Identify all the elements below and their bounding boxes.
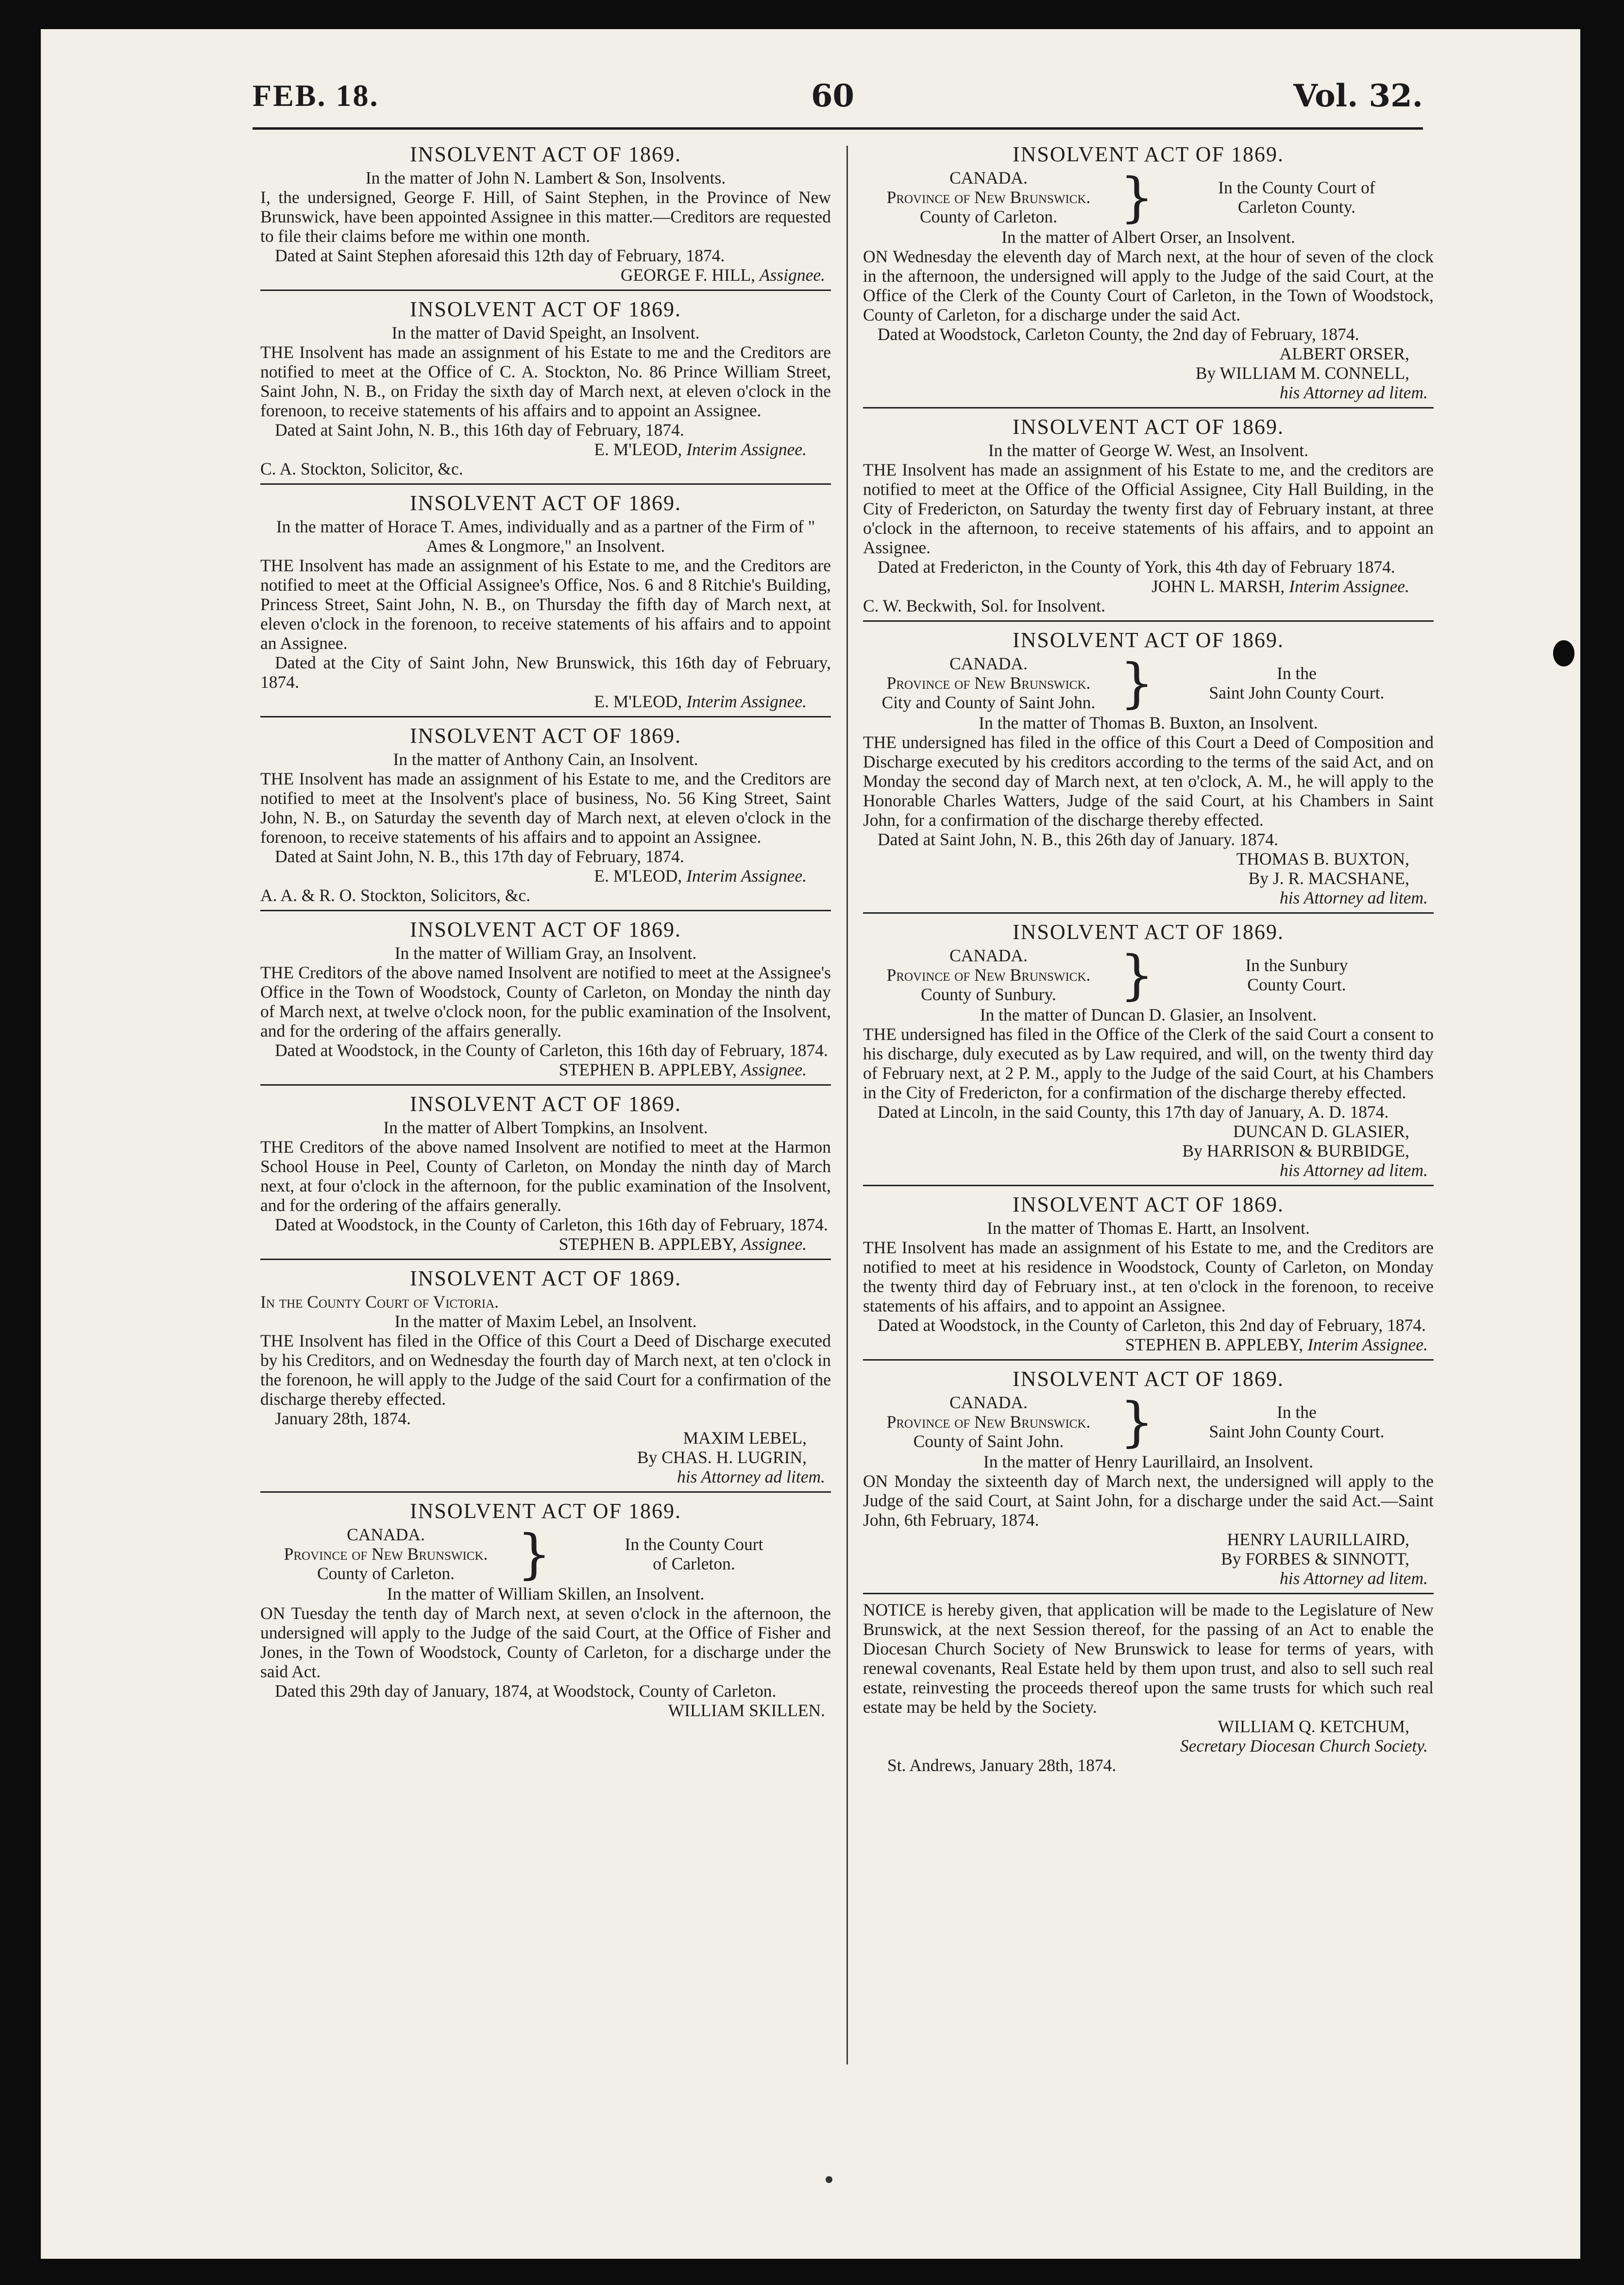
- notice-attorney: his Attorney ad litem.: [1279, 1160, 1428, 1180]
- signer-name: DUNCAN D. GLASIER,: [1233, 1122, 1409, 1141]
- notice-diocesan-society: [863, 1600, 1434, 1775]
- notice-signature: [260, 265, 831, 285]
- signer-role: Secretary Diocesan Church Society.: [1180, 1736, 1428, 1756]
- notice-matter: In the matter of William Skillen, an Insolvent.: [387, 1584, 705, 1603]
- notice-matter: In the matter of Horace T. Ames, individually and as a partner of the Firm of " Ames & Longmore," an Insolvent.: [276, 517, 815, 556]
- signer-role: Assignee.: [741, 1234, 807, 1254]
- notice-dated: Dated at Saint John, N. B., this 16th day of February, 1874.: [275, 420, 684, 440]
- court-province: Province of New Brunswick.: [886, 1412, 1091, 1432]
- notice-dated: Dated at Saint Stephen aforesaid this 12th day of February, 1874.: [275, 246, 725, 265]
- notice-title: INSOLVENT ACT OF 1869.: [409, 1092, 682, 1116]
- notice-body: ON Monday the sixteenth day of March next, the undersigned will apply to the Judge of the said Court, at Saint John, for a discharge under the said Act.—Saint John, 6th February, 1874.: [863, 1471, 1434, 1530]
- court-heading: [863, 1393, 1434, 1451]
- notice-body: ON Wednesday the eleventh day of March next, at the hour of seven of the clock in the afternoon, the undersigned will apply to the Judge of the said Court, at the Office of the Clerk of the County Court of Carleton, in the Town of Woodstock, County of Carleton, for a discharge under the said Act.: [863, 247, 1434, 324]
- notice-signature: [863, 577, 1434, 596]
- signer-role: Interim Assignee.: [1289, 577, 1409, 596]
- court-country: CANADA.: [949, 168, 1028, 188]
- signer-name: E. M'LEOD,: [594, 440, 682, 459]
- court-province: Province of New Brunswick.: [886, 188, 1091, 207]
- court-jurisdiction: [863, 654, 1114, 712]
- signer-name: MAXIM LEBEL,: [683, 1428, 807, 1448]
- court-country: CANADA.: [949, 946, 1028, 965]
- court-name: [557, 1535, 831, 1573]
- court-name-line: In the Sunbury: [1245, 955, 1348, 975]
- notice-dated: Dated at Woodstock, in the County of Carleton, this 16th day of February, 1874.: [275, 1215, 828, 1234]
- right-column: [863, 141, 1434, 1775]
- notice-signature: [260, 692, 831, 711]
- notice-laurillaird: [863, 1366, 1434, 1588]
- signer-role: Assignee.: [741, 1060, 807, 1079]
- brace-glyph: }: [517, 1523, 551, 1585]
- notice-dated: January 28th, 1874.: [275, 1409, 411, 1428]
- notice-attorney: his Attorney ad litem.: [1279, 1569, 1428, 1588]
- page-header: [253, 68, 1423, 126]
- court-name-line: Saint John County Court.: [1209, 683, 1385, 702]
- notice-title: INSOLVENT ACT OF 1869.: [409, 724, 682, 748]
- court-name-line: of Carleton.: [653, 1554, 735, 1573]
- notice-body: THE Insolvent has filed in the Office of this Court a Deed of Discharge executed by his Creditors, and on Wednesday the fourth day of March next, at ten o'clock in the forenoon, he will apply to the Judge of the said Court for a confirmation of the discharge thereby effected.: [260, 1331, 831, 1409]
- signer-role: Interim Assignee.: [1307, 1335, 1428, 1354]
- notice-tompkins: [260, 1091, 831, 1254]
- signer-name: JOHN L. MARSH,: [1151, 577, 1285, 596]
- notice-west: [863, 414, 1434, 615]
- court-heading: [863, 946, 1434, 1004]
- notice-speight: [260, 297, 831, 478]
- signer-name: WILLIAM SKILLEN.: [668, 1701, 825, 1720]
- ink-speck: [826, 2176, 832, 2183]
- notice-title: INSOLVENT ACT OF 1869.: [409, 1499, 682, 1523]
- notice-signature: [260, 866, 831, 886]
- notice-signature: [863, 1335, 1434, 1354]
- court-name-line: County Court.: [1247, 975, 1346, 994]
- notice-skillen: [260, 1499, 831, 1720]
- signer-role: Interim Assignee.: [686, 866, 807, 886]
- notice-title: INSOLVENT ACT OF 1869.: [409, 1266, 682, 1290]
- court-county: County of Carleton.: [317, 1564, 455, 1583]
- court-province: Province of New Brunswick.: [886, 673, 1091, 693]
- court-jurisdiction: [863, 168, 1114, 226]
- notice-divider: [863, 912, 1434, 914]
- court-name: [1160, 664, 1434, 702]
- notice-divider: [863, 620, 1434, 622]
- notice-divider: [260, 1491, 831, 1493]
- signer-role: Interim Assignee.: [686, 692, 807, 711]
- notice-matter: In the matter of Duncan D. Glasier, an Insolvent.: [980, 1005, 1317, 1024]
- notice-divider: [863, 1185, 1434, 1186]
- brace-glyph: }: [1120, 166, 1154, 228]
- notice-attorney: his Attorney ad litem.: [1279, 888, 1428, 907]
- notice-body: NOTICE is hereby given, that application will be made to the Legislature of New Brunswick, at the next Session thereof, for the passing of an Act to enable the Diocesan Church Society of New Brunswick to lease for terms of years, with renewal covenants, Real Estate held by them upon trust, and also to sell such real estate, reinvesting the proceeds thereof upon the same trusts for which such real estate may be held by the Society.: [863, 1600, 1434, 1717]
- notice-title: INSOLVENT ACT OF 1869.: [409, 142, 682, 166]
- notice-body: I, the undersigned, George F. Hill, of Saint Stephen, in the Province of New Brunswick, have been appointed Assignee in this matter.—Creditors are requested to file their claims before me within one month.: [260, 188, 831, 246]
- signer-role: Interim Assignee.: [686, 440, 807, 459]
- signer-name: STEPHEN B. APPLEBY,: [558, 1234, 737, 1254]
- notice-signature: [260, 1234, 831, 1254]
- signer-name: ALBERT ORSER,: [1279, 344, 1409, 363]
- signer-name: THOMAS B. BUXTON,: [1236, 849, 1409, 869]
- signer-name: STEPHEN B. APPLEBY,: [1125, 1335, 1303, 1354]
- court-name: [1160, 1402, 1434, 1441]
- notice-body: THE Creditors of the above named Insolvent are notified to meet at the Harmon School House in Peel, County of Carleton, on Monday the ninth day of March next, at four o'clock in the afternoon, for the public examination of the Insolvent, and for the ordering of the affairs generally.: [260, 1137, 831, 1215]
- notice-matter: In the matter of John N. Lambert & Son, Insolvents.: [365, 168, 726, 188]
- court-heading: [260, 1525, 831, 1583]
- notice-body: THE undersigned has filed in the office of this Court a Deed of Composition and Discharge executed by his creditors according to the terms of the said Act, and on Monday the second day of March next, at ten o'clock, A. M., he will apply to the Honorable Charles Watters, Judge of the said Court, at his Chambers in Saint John, for a confirmation of the discharge thereby effected.: [863, 733, 1434, 830]
- notice-buxton: [863, 628, 1434, 907]
- notice-by-line: By HARRISON & BURBIDGE,: [1182, 1141, 1409, 1160]
- court-heading: [863, 654, 1434, 712]
- notice-matter: In the matter of Albert Tompkins, an Insolvent.: [383, 1118, 708, 1137]
- brace-glyph: }: [1120, 1391, 1154, 1453]
- signer-role: Assignee.: [759, 265, 825, 285]
- court-county: City and County of Saint John.: [881, 693, 1096, 712]
- notice-title: INSOLVENT ACT OF 1869.: [409, 918, 682, 941]
- notice-dated: Dated this 29th day of January, 1874, at Woodstock, County of Carleton.: [275, 1681, 777, 1701]
- notice-title: INSOLVENT ACT OF 1869.: [1012, 142, 1285, 166]
- notice-title: INSOLVENT ACT OF 1869.: [409, 491, 682, 515]
- notice-lebel: [260, 1266, 831, 1486]
- notice-title: INSOLVENT ACT OF 1869.: [409, 297, 682, 321]
- notice-court-line: In the County Court of Victoria.: [260, 1292, 499, 1312]
- signer-name: E. M'LEOD,: [594, 866, 682, 886]
- signer-name: STEPHEN B. APPLEBY,: [558, 1060, 737, 1079]
- notice-by-line: By WILLIAM M. CONNELL,: [1195, 363, 1409, 383]
- header-rule: [253, 127, 1423, 130]
- notice-signature: [260, 440, 831, 459]
- left-column: [260, 141, 831, 1720]
- notice-dated: Dated at the City of Saint John, New Brunswick, this 16th day of February, 1874.: [260, 653, 831, 692]
- notice-divider: [260, 1084, 831, 1086]
- signer-name: WILLIAM Q. KETCHUM,: [1218, 1717, 1409, 1736]
- notice-orser: [863, 142, 1434, 402]
- notice-signature: [260, 1060, 831, 1079]
- notice-title: INSOLVENT ACT OF 1869.: [1012, 628, 1285, 652]
- brace-glyph: }: [1120, 652, 1154, 714]
- notice-divider: [260, 290, 831, 291]
- notice-body: THE Insolvent has made an assignment of his Estate to me, and the creditors are notified to meet at the Office of the Official Assignee, City Hall Building, in the City of Fredericton, on Saturday the twenty first day of February instant, at three o'clock in the afternoon, to receive statements of his affairs, and to appoint an Assignee.: [863, 460, 1434, 557]
- court-name-line: Saint John County Court.: [1209, 1422, 1385, 1441]
- court-province: Province of New Brunswick.: [886, 965, 1091, 985]
- notice-ames: [260, 491, 831, 711]
- page-number: 60: [811, 78, 855, 114]
- notice-divider: [260, 910, 831, 911]
- notice-dated: Dated at Lincoln, in the said County, this 17th day of January, A. D. 1874.: [878, 1102, 1389, 1122]
- notice-dated: Dated at Saint John, N. B., this 26th day of January. 1874.: [878, 830, 1278, 849]
- notice-matter: In the matter of Thomas E. Hartt, an Insolvent.: [987, 1218, 1310, 1238]
- notice-lambert: [260, 142, 831, 285]
- court-name-line: In the County Court of: [1218, 178, 1375, 197]
- court-heading: [863, 168, 1434, 226]
- brace-glyph: }: [1120, 944, 1154, 1006]
- notice-gray: [260, 917, 831, 1079]
- notice-body: THE Insolvent has made an assignment of his Estate to me, and the Creditors are notified to meet at his residence in Woodstock, County of Carleton, on Monday the twenty third day of February inst., at ten o'clock in the forenoon, to receive statements of his affairs, and to appoint an Assignee.: [863, 1238, 1434, 1315]
- notice-matter: In the matter of David Speight, an Insolvent.: [391, 323, 700, 342]
- notice-dated: St. Andrews, January 28th, 1874.: [887, 1756, 1116, 1775]
- notice-by-line: By CHAS. H. LUGRIN,: [637, 1448, 807, 1467]
- notice-matter: In the matter of Henry Laurillaird, an Insolvent.: [983, 1452, 1314, 1471]
- court-country: CANADA.: [949, 1393, 1028, 1412]
- notice-glasier: [863, 920, 1434, 1180]
- notice-body: THE undersigned has filed in the Office of the Clerk of the said Court a consent to his discharge, duly executed as by Law required, and will, on the twenty third day of February next, at 2 P. M., apply to the Judge of the said Court, at his Chambers in the City of Fredericton, for a confirmation of the discharge thereby effected.: [863, 1024, 1434, 1102]
- notice-cain: [260, 723, 831, 905]
- notice-attorney: his Attorney ad litem.: [677, 1467, 825, 1486]
- court-name-line: Carleton County.: [1237, 197, 1356, 217]
- court-name-line: In the: [1277, 664, 1317, 683]
- notice-by-line: By FORBES & SINNOTT,: [1221, 1549, 1409, 1569]
- notice-solicitor: C. A. Stockton, Solicitor, &c.: [260, 459, 463, 478]
- notice-body: THE Insolvent has made an assignment of his Estate to me and the Creditors are notified to meet at the Office of C. A. Stockton, No. 86 Prince William Street, Saint John, N. B., on Friday the sixth day of March next, at eleven o'clock in the forenoon, to receive statements of his affairs and to appoint an Assignee.: [260, 342, 831, 420]
- court-province: Province of New Brunswick.: [284, 1544, 488, 1564]
- notice-matter: In the matter of Maxim Lebel, an Insolvent.: [394, 1312, 697, 1331]
- court-country: CANADA.: [347, 1525, 425, 1544]
- notice-matter: In the matter of Thomas B. Buxton, an Insolvent.: [979, 713, 1318, 733]
- notice-hartt: [863, 1192, 1434, 1354]
- notice-dated: Dated at Fredericton, in the County of York, this 4th day of February 1874.: [878, 557, 1395, 577]
- signer-name: GEORGE F. HILL,: [620, 265, 756, 285]
- court-county: County of Saint John.: [913, 1432, 1064, 1451]
- notice-title: INSOLVENT ACT OF 1869.: [1012, 920, 1285, 944]
- notice-dated: Dated at Saint John, N. B., this 17th day of February, 1874.: [275, 847, 684, 866]
- notice-title: INSOLVENT ACT OF 1869.: [1012, 1193, 1285, 1216]
- notice-dated: Dated at Woodstock, in the County of Carleton, this 2nd day of February, 1874.: [878, 1315, 1426, 1335]
- notice-divider: [260, 716, 831, 717]
- notice-body: THE Insolvent has made an assignment of his Estate to me, and the Creditors are notified to meet at the Insolvent's place of business, No. 56 King Street, Saint John, N. B., on Saturday the seventh day of March next, at eleven o'clock in the forenoon, to receive statements of his affairs and to appoint an Assignee.: [260, 769, 831, 847]
- court-country: CANADA.: [949, 654, 1028, 673]
- binding-hole: [1553, 640, 1574, 666]
- court-county: County of Carleton.: [920, 207, 1057, 226]
- column-divider: [846, 146, 848, 2064]
- signer-name: E. M'LEOD,: [594, 692, 682, 711]
- notice-divider: [863, 1359, 1434, 1361]
- notice-divider: [863, 1593, 1434, 1594]
- issue-date: FEB. 18.: [253, 78, 379, 113]
- notice-attorney: his Attorney ad litem.: [1279, 383, 1428, 402]
- notice-dated: Dated at Woodstock, Carleton County, the 2nd day of February, 1874.: [878, 324, 1359, 344]
- notice-matter: In the matter of Albert Orser, an Insolvent.: [1001, 227, 1295, 247]
- notice-by-line: By J. R. MACSHANE,: [1248, 869, 1409, 888]
- notice-dated: Dated at Woodstock, in the County of Carleton, this 16th day of February, 1874.: [275, 1040, 828, 1060]
- court-name-line: In the County Court: [625, 1535, 763, 1554]
- court-jurisdiction: [260, 1525, 511, 1583]
- notice-body: ON Tuesday the tenth day of March next, at seven o'clock in the afternoon, the undersigned will apply to the Judge of the said Court, at the Office of Fisher and Jones, in the Town of Woodstock, County of Carleton, for a discharge under the said Act.: [260, 1603, 831, 1681]
- notice-matter: In the matter of George W. West, an Insolvent.: [988, 441, 1309, 460]
- notice-matter: In the matter of Anthony Cain, an Insolvent.: [393, 750, 698, 769]
- notice-body: THE Creditors of the above named Insolvent are notified to meet at the Assignee's Office in the Town of Woodstock, County of Carleton, on Monday the ninth day of March next, at twelve o'clock noon, for the public examination of the Insolvent, and for the ordering of the affairs generally.: [260, 963, 831, 1040]
- signer-name: HENRY LAURILLAIRD,: [1227, 1530, 1409, 1549]
- volume-number: Vol. 32.: [1293, 78, 1423, 114]
- notice-matter: In the matter of William Gray, an Insolvent.: [394, 943, 697, 963]
- notice-divider: [260, 483, 831, 485]
- court-jurisdiction: [863, 946, 1114, 1004]
- notice-divider: [260, 1259, 831, 1260]
- court-name: [1160, 178, 1434, 217]
- court-jurisdiction: [863, 1393, 1114, 1451]
- court-name-line: In the: [1277, 1402, 1317, 1422]
- notice-divider: [863, 407, 1434, 409]
- notice-title: INSOLVENT ACT OF 1869.: [1012, 415, 1285, 439]
- notice-solicitor: A. A. & R. O. Stockton, Solicitors, &c.: [260, 886, 531, 905]
- notice-body: THE Insolvent has made an assignment of his Estate to me, and the Creditors are notified to meet at the Official Assignee's Office, Nos. 6 and 8 Ritchie's Building, Princess Street, Saint John, N. B., on Thursday the fifth day of March next, at eleven o'clock in the forenoon, to receive statements of his affairs and to appoint an Assignee.: [260, 556, 831, 653]
- court-county: County of Sunbury.: [921, 985, 1056, 1004]
- notice-title: INSOLVENT ACT OF 1869.: [1012, 1367, 1285, 1391]
- notice-solicitor: C. W. Beckwith, Sol. for Insolvent.: [863, 596, 1105, 615]
- court-name: [1160, 955, 1434, 994]
